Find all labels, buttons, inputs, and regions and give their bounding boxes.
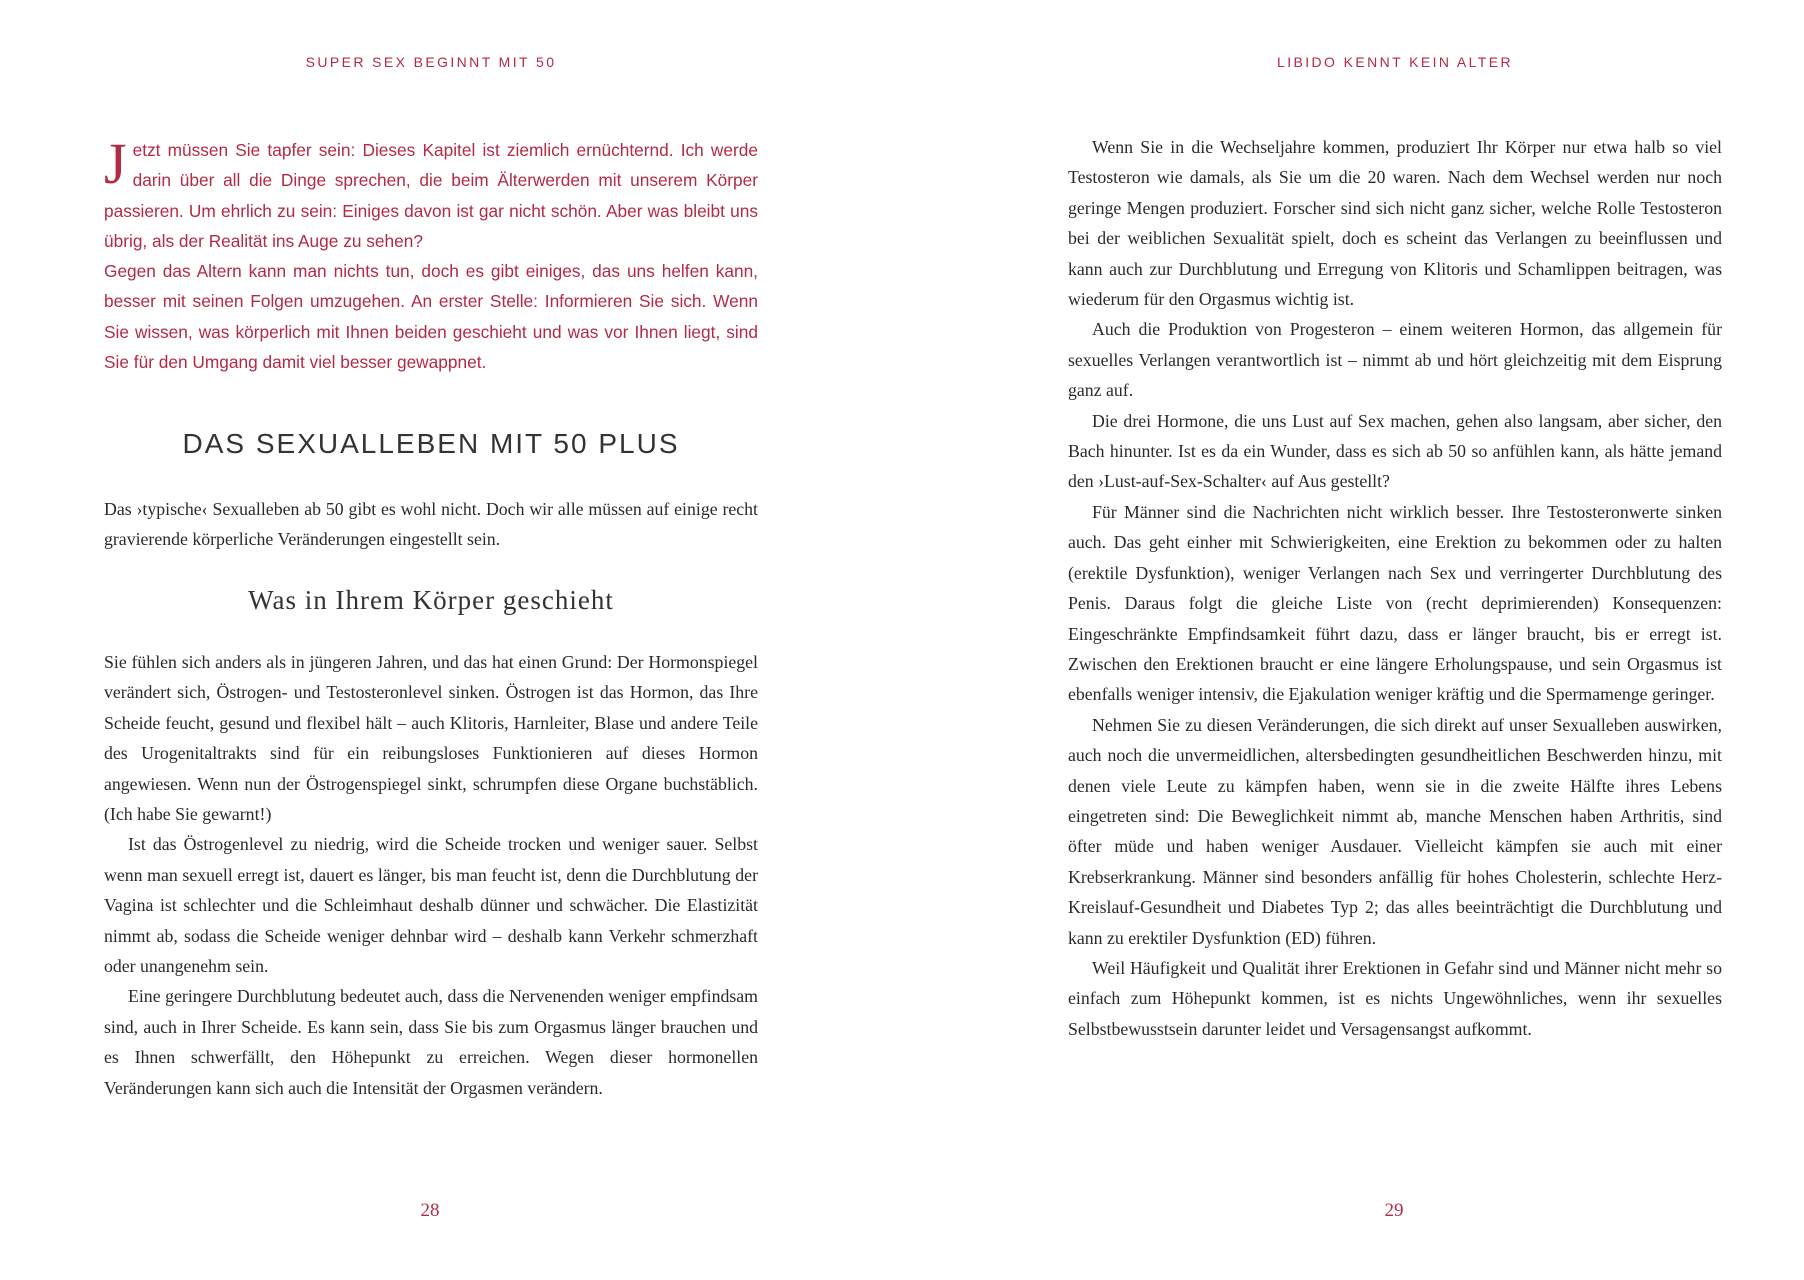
section-heading: Was in Ihrem Körper geschieht [248, 585, 614, 615]
running-head-left: SUPER SEX BEGINNT MIT 50 [305, 54, 557, 70]
body-paragraph: Wenn Sie in die Wechseljahre kommen, produziert Ihr Körper nur etwa halb so viel Testosteron wie damals, als Sie um die 20 waren. Nach dem Wechsel werden nur noch geringe Mengen produziert. Forscher sind sich nicht ganz sicher, welche Rolle Testosteron bei der weiblichen Sexualität spielt, doch es scheint das Verlangen zu beeinflussen und kann auch zur Durchblutung und Erregung von Klitoris und Schamlippen beitragen, was wiederum für den Orgasmus wichtig ist. [1068, 137, 1722, 310]
body-paragraph: Nehmen Sie zu diesen Veränderungen, die sich direkt auf unser Sexualleben auswirken, auch noch die unvermeidlichen, altersbedingten gesundheitlichen Beschwerden hinzu, mit denen viele Leute zu kämpfen haben, wenn sie in die zweite Hälfte ihres Lebens eingetreten sind: Die Beweglichkeit nimmt ab, manche Menschen haben Arthritis, sind öfter müde und haben weniger Ausdauer. Vielleicht kämpfen sie auch mit einer Krebserkrankung. Männer sind besonders anfällig für hohes Cholesterin, schlechte Herz-Kreislauf-Gesundheit und Diabetes Typ 2; das alles beeinträchtigt die Durchblutung und kann zu erektiler Dysfunktion (ED) führen. [1068, 714, 1722, 948]
page-number-right: 29 [1384, 1200, 1404, 1221]
chapter-intro [104, 131, 758, 377]
body-text-right [1068, 132, 1722, 1044]
drop-cap: J [104, 131, 127, 196]
body-paragraph: Für Männer sind die Nachrichten nicht wirklich besser. Ihre Testosteronwerte sinken auch. Das geht einher mit Schwierigkeiten, eine Erektion zu bekommen oder zu halten (erektile Dysfunktion), weniger Verlangen nach Sex und verringerter Durchblutung des Penis. Daraus folgt die gleiche Liste von (recht deprimierenden) Konsequenzen: Eingeschränkte Empfindsamkeit führt dazu, dass er länger braucht, bis er erregt ist. Zwischen den Erektionen braucht er eine längere Erholungspause, und sein Orgasmus ist ebenfalls weniger intensiv, die Ejakulation weniger kräftig und die Spermamenge geringer. [1068, 501, 1722, 705]
running-head-right: LIBIDO KENNT KEIN ALTER [1277, 54, 1513, 70]
body-paragraph: Auch die Produktion von Progesteron – einem weiteren Hormon, das allgemein für sexuelles Verlangen verantwortlich ist – nimmt ab und hört gleichzeitig mit dem Eisprung ganz auf. [1068, 319, 1722, 401]
body-paragraph: Die drei Hormone, die uns Lust auf Sex machen, gehen also langsam, aber sicher, den Bach hinunter. Ist es da ein Wunder, dass es sich ab 50 so anfühlen kann, als hätte jemand den ›Lust-auf-Sex-Schalter‹ auf Aus gestellt? [1068, 410, 1722, 492]
body-paragraph: Weil Häufigkeit und Qualität ihrer Erektionen in Gefahr sind und Männer nicht mehr so einfach zum Höhepunkt kommen, ist es nichts Ungewöhnliches, wenn ihr sexuelles Selbstbewusstsein darunter leidet und Versagensangst aufkommt. [1068, 957, 1722, 1039]
body-paragraph: Ist das Östrogenlevel zu niedrig, wird die Scheide trocken und weniger sauer. Selbst wenn man sexuell erregt ist, dauert es länger, bis man feucht ist, denn die Durchblutung der Vagina ist schlechter und die Schleimhaut deshalb dünner und schwächer. Die Elastizität nimmt ab, sodass die Scheide weniger dehnbar wird – deshalb kann Verkehr schmerzhaft oder unangenehm sein. [104, 834, 758, 977]
right-page [902, 0, 1804, 1280]
intro-paragraph-text: etzt müssen Sie tapfer sein: Dieses Kapitel ist ziemlich ernüchternd. Ich werde darin über all die Dinge sprechen, die beim Älterwerden mit unserem Körper passieren. Um ehrlich zu sein: Einiges davon ist gar nicht schön. Aber was bleibt uns übrig, als der Realität ins Auge zu sehen? [104, 140, 758, 251]
lead-paragraph: Das ›typische‹ Sexualleben ab 50 gibt es wohl nicht. Doch wir alle müssen auf einige recht gravierende körperliche Veränderungen eingestellt sein. [104, 499, 758, 550]
intro-paragraph [104, 131, 758, 256]
intro-paragraph: Gegen das Altern kann man nichts tun, doch es gibt einiges, das uns helfen kann, besser mit seinen Folgen umzugehen. An erster Stelle: Informieren Sie sich. Wenn Sie wissen, was körperlich mit Ihnen beiden geschieht und was vor Ihnen liegt, sind Sie für den Umgang damit viel besser gewappnet. [104, 261, 758, 373]
body-paragraph: Sie fühlen sich anders als in jüngeren Jahren, und das hat einen Grund: Der Hormonspiegel verändert sich, Östrogen- und Testosteronlevel sinken. Östrogen ist das Hormon, das Ihre Scheide feucht, gesund und flexibel hält – auch Klitoris, Harnleiter, Blase und andere Teile des Urogenitaltrakts sind für ein reibungsloses Funktionieren auf dieses Hormon angewiesen. Wenn nun der Östrogenspiegel sinkt, schrumpfen diese Organe buchstäblich. (Ich habe Sie gewarnt!) [104, 652, 758, 825]
body-text-left [104, 647, 758, 1103]
page-number-left: 28 [420, 1200, 440, 1221]
body-paragraph: Eine geringere Durchblutung bedeutet auch, dass die Nervenenden weniger empfindsam sind, auch in Ihrer Scheide. Es kann sein, dass Sie bis zum Orgasmus länger brauchen und es Ihnen schwerfällt, den Höhepunkt zu erreichen. Wegen dieser hormonellen Veränderungen kann sich auch die Intensität der Orgasmen verändern. [104, 986, 758, 1098]
lead-paragraph-block [104, 494, 758, 555]
chapter-heading: DAS SEXUALLEBEN MIT 50 PLUS [182, 428, 680, 459]
